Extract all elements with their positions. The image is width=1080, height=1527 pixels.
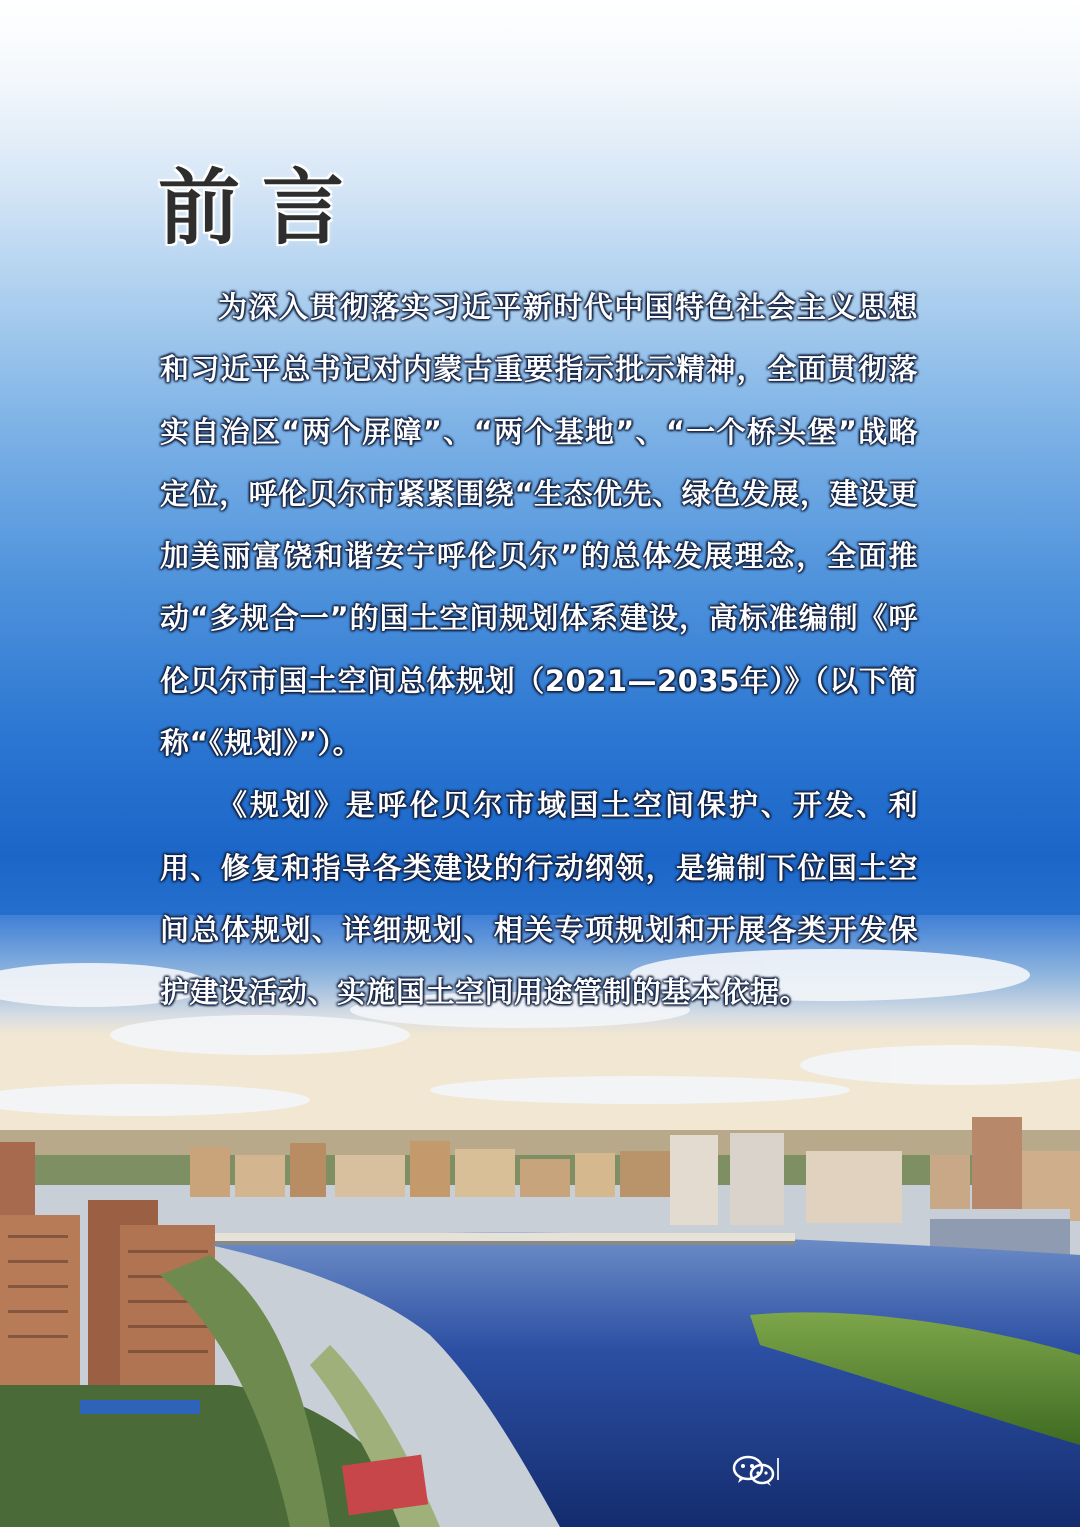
preface-text <box>160 276 918 1024</box>
page-title: 前言 <box>158 161 367 256</box>
paragraph-1: 为深入贯彻落实习近平新时代中国特色社会主义思想和习近平总书记对内蒙古重要指示批示精神，全面贯彻落实自治区“两个屏障”、“两个基地”、“一个桥头堡”战略定位，呼伦贝尔市紧紧围绕“生态优先、绿色发展，建设更加美丽富饶和谐安宁呼伦贝尔”的总体发展理念，全面推动“多规合一”的国土空间规划体系建设，高标准编制《呼伦贝尔市国土空间总体规划（2021—2035年）》（以下简称“《规划》”）。 <box>160 290 918 761</box>
wechat-icon <box>726 1450 796 1490</box>
watermark-divider <box>777 1458 779 1480</box>
paragraph-2: 《规划》是呼伦贝尔市域国土空间保护、开发、利用、修复和指导各类建设的行动纲领，是编制下位国土空间总体规划、详细规划、相关专项规划和开展各类开发保护建设活动、实施国土空间用途管制的基本依据。 <box>160 788 918 1010</box>
